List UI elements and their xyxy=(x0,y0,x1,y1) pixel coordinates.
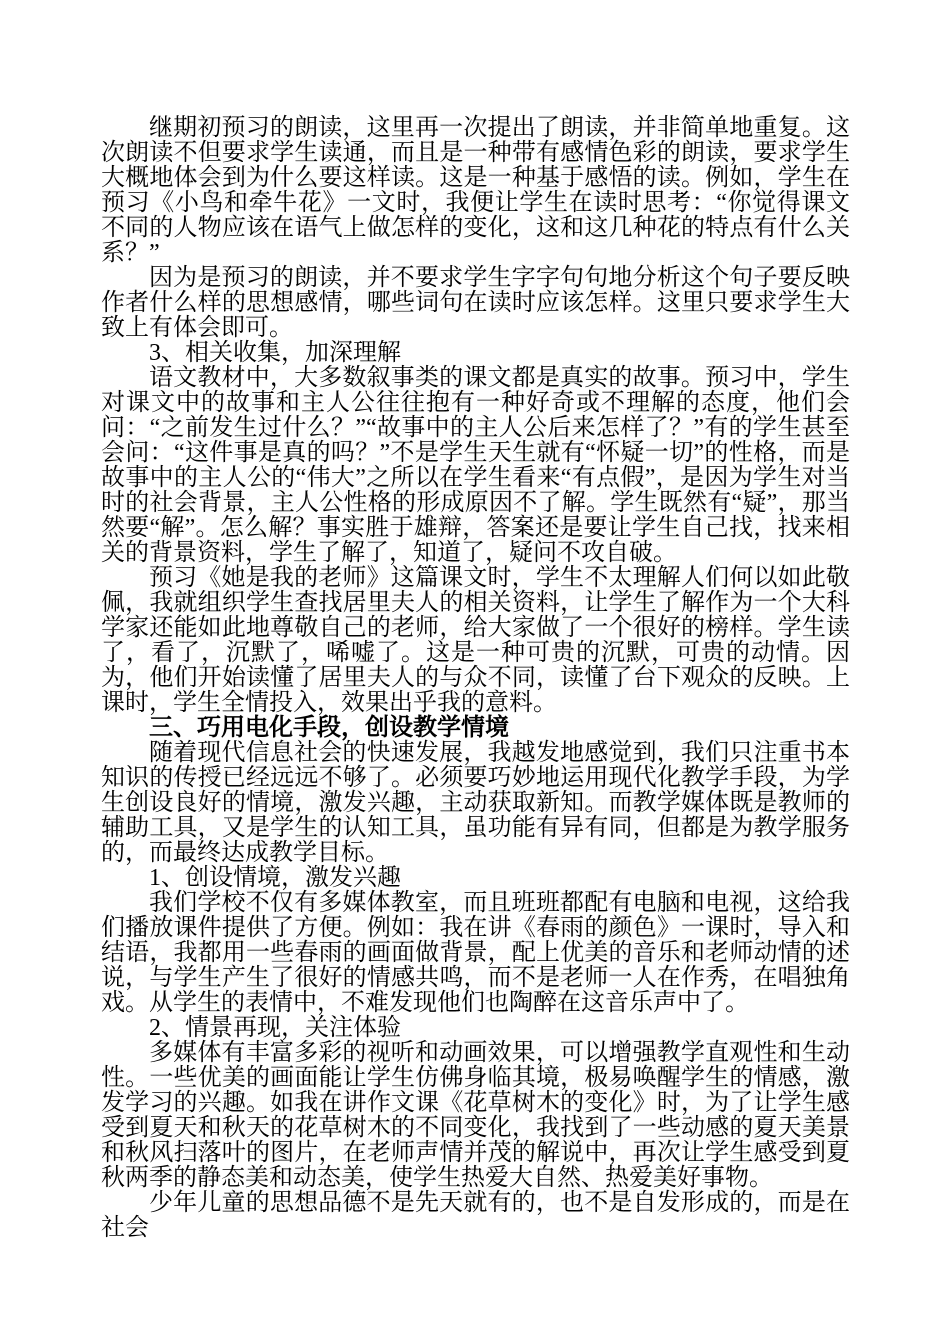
body-paragraph: 我们学校不仅有多媒体教室，而且班班都配有电脑和电视，这给我们播放课件提供了方便。例如：我在讲《春雨的颜色》一课时，导入和结语，我都用一些春雨的画面做背景，配上优美的音乐和老师动情的述说，与学生产生了很好的情感共鸣，而不是老师一人在作秀，在唱独角戏。从学生的表情中，不难发现他们也陶醉在这音乐声中了。 xyxy=(101,890,850,1016)
body-paragraph: 少年儿童的思想品德不是先天就有的，也不是自发形成的，而是在社会 xyxy=(101,1190,850,1241)
body-paragraph: 多媒体有丰富多彩的视听和动画效果，可以增强教学直观性和生动性。一些优美的画面能让学生仿佛身临其境，极易唤醒学生的情感，激发学习的兴趣。如我在讲作文课《花草树木的变化》时，为了让学生感受到夏天和秋天的花草树木的不同变化，我找到了一些动感的夏天美景和秋风扫落叶的图片，在老师声情并茂的解说中，再次让学生感受到夏秋两季的静态美和动态美，使学生热爱大自然、热爱美好事物。 xyxy=(101,1040,850,1191)
body-paragraph: 预习《她是我的老师》这篇课文时，学生不太理解人们何以如此敬佩，我就组织学生查找居里夫人的相关资料，让学生了解作为一个大科学家还能如此地尊敬自己的老师，给大家做了一个很好的榜样。学生读了，看了，沉默了，唏嘘了。这是一种可贵的沉默，可贵的动情。因为，他们开始读懂了居里夫人的与众不同，读懂了台下观众的反映。上课时，学生全情投入，效果出乎我的意料。 xyxy=(101,565,850,716)
numbered-subheading: 2、情景再现，关注体验 xyxy=(149,1015,401,1041)
body-paragraph: 继期初预习的朗读，这里再一次提出了朗读，并非简单地重复。这次朗读不但要求学生读通，而且是一种带有感情色彩的朗读，要求学生大概地体会到为什么要这样读。这是一种基于感悟的读。例如，学生在预习《小鸟和牵牛花》一文时，我便让学生在读时思考：“你觉得课文不同的人物应该在语气上做怎样的变化，这和这几种花的特点有什么关系？” xyxy=(101,115,850,266)
body-paragraph: 语文教材中，大多数叙事类的课文都是真实的故事。预习中，学生对课文中的故事和主人公往往抱有一种好奇或不理解的态度，他们会问：“之前发生过什么？”“故事中的主人公后来怎样了？”有的学生甚至会问：“这件事是真的吗？”不是学生天生就有“怀疑一切”的性格，而是故事中的主人公的“伟大”之所以在学生看来“有点假”，是因为学生对当时的社会背景，主人公性格的形成原因不了解。学生既然有“疑”，那当然要“解”。怎么解？事实胜于雄辩，答案还是要让学生自己找，找来相关的背景资料，学生了解了，知道了，疑问不攻自破。 xyxy=(101,365,850,566)
body-paragraph: 随着现代信息社会的快速发展，我越发地感觉到，我们只注重书本知识的传授已经远远不够了。必须要巧妙地运用现代化教学手段，为学生创设良好的情境，激发兴趣，主动获取新知。而教学媒体既是教师的辅助工具，又是学生的认知工具，虽功能有异有同，但都是为教学服务的，而最终达成教学目标。 xyxy=(101,740,850,866)
body-paragraph: 因为是预习的朗读，并不要求学生字字句句地分析这个句子要反映作者什么样的思想感情，哪些词句在读时应该怎样。这里只要求学生大致上有体会即可。 xyxy=(101,265,850,341)
numbered-subheading: 1、创设情境，激发兴趣 xyxy=(149,865,401,891)
numbered-subheading: 3、相关收集，加深理解 xyxy=(149,340,401,366)
document-content xyxy=(101,116,850,1241)
section-heading: 三、巧用电化手段，创设教学情境 xyxy=(149,715,509,741)
